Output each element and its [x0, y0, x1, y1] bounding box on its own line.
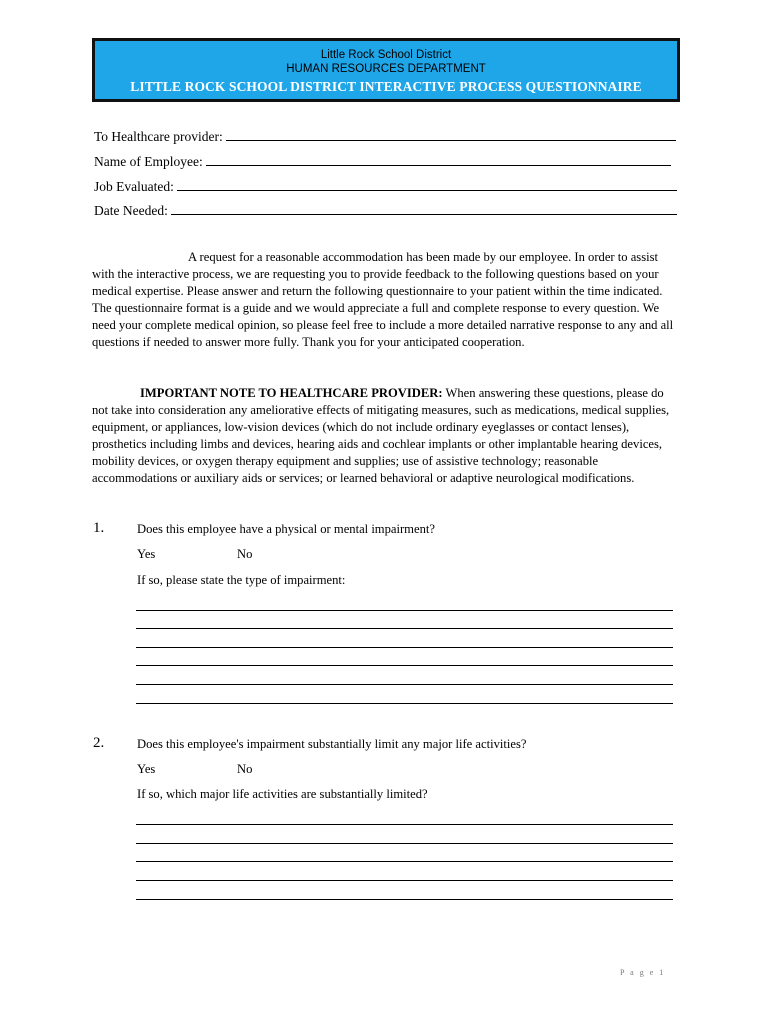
request-text: A request for a reasonable accommodation has been made by our employee. In order to assist with the interactive process, we are requesting you to provide feedback to the following questions based on your medical expertise. Please answer and return the following questionnaire to your patient within the time indicated. The questionnaire format is a guide and we would appreciate a full and complete response to every question. We need your complete medical opinion, so please feel free to include a more detailed narrative response to any and all questions if needed to answer more fully. Thank you for your anticipated cooperation. — [92, 250, 674, 349]
question-1-answer-line[interactable] — [136, 665, 673, 666]
job-input-line[interactable] — [177, 178, 677, 191]
question-1-answer-line[interactable] — [136, 610, 673, 611]
question-2-followup: If so, which major life activities are substantially limited? — [137, 787, 428, 801]
job-field[interactable] — [94, 178, 677, 195]
question-2-answer-line[interactable] — [136, 843, 673, 844]
question-1-answer-line[interactable] — [136, 703, 673, 704]
employee-field[interactable] — [94, 153, 671, 170]
intro-paragraph — [92, 249, 682, 351]
district-name: Little Rock School District — [320, 49, 452, 61]
question-1-answer-line[interactable] — [136, 684, 673, 685]
header-banner — [92, 38, 680, 102]
question-2-yes[interactable]: Yes — [137, 762, 156, 776]
question-2-no[interactable]: No — [237, 762, 253, 776]
note-paragraph — [92, 385, 682, 487]
question-1-number: 1. — [93, 520, 105, 536]
question-2-answer-line[interactable] — [136, 899, 673, 900]
date-label: Date Needed: — [94, 203, 168, 218]
page-word: P a g e — [620, 968, 656, 977]
question-2-text: Does this employee's impairment substantially limit any major life activities? — [137, 737, 527, 751]
question-2-answer-line[interactable] — [136, 824, 673, 825]
question-2-number: 2. — [93, 735, 105, 751]
question-1-text: Does this employee have a physical or mental impairment? — [137, 522, 435, 536]
note-heading: IMPORTANT NOTE TO HEALTHCARE PROVIDER: — [140, 386, 443, 400]
page-footer — [620, 968, 665, 977]
provider-label: To Healthcare provider: — [94, 129, 223, 144]
employee-label: Name of Employee: — [94, 154, 203, 169]
question-2-answer-line[interactable] — [136, 880, 673, 881]
department-name: HUMAN RESOURCES DEPARTMENT — [286, 63, 486, 75]
provider-input-line[interactable] — [226, 128, 676, 141]
job-label: Job Evaluated: — [94, 179, 174, 194]
page-title: LITTLE ROCK SCHOOL DISTRICT INTERACTIVE PROCESS QUESTIONNAIRE — [130, 79, 642, 94]
question-1-no[interactable]: No — [237, 547, 253, 561]
question-1-answer-line[interactable] — [136, 628, 673, 629]
note-text: When answering these questions, please do not take into consideration any ameliorative effects of mitigating measures, such as medications, medical supplies, equipment, or appliances, low-vision devices (which do not include ordinary eyeglasses or contact lenses), prosthetics including limbs and devices, hearing aids and cochlear implants or other implantable hearing devices, mobility devices, or oxygen therapy equipment and supplies; use of assistive technology; reasonable accommodations or auxiliary aids or services; or learned behavioral or adaptive neurological modifications. — [92, 386, 670, 485]
date-input-line[interactable] — [171, 202, 677, 215]
question-2-answer-line[interactable] — [136, 861, 673, 862]
date-field[interactable] — [94, 202, 677, 219]
question-1-followup: If so, please state the type of impairment: — [137, 573, 346, 587]
provider-field[interactable] — [94, 128, 676, 145]
page-number: 1 — [659, 968, 666, 977]
question-1-answer-line[interactable] — [136, 647, 673, 648]
employee-input-line[interactable] — [206, 153, 671, 166]
question-1-yes[interactable]: Yes — [137, 547, 156, 561]
